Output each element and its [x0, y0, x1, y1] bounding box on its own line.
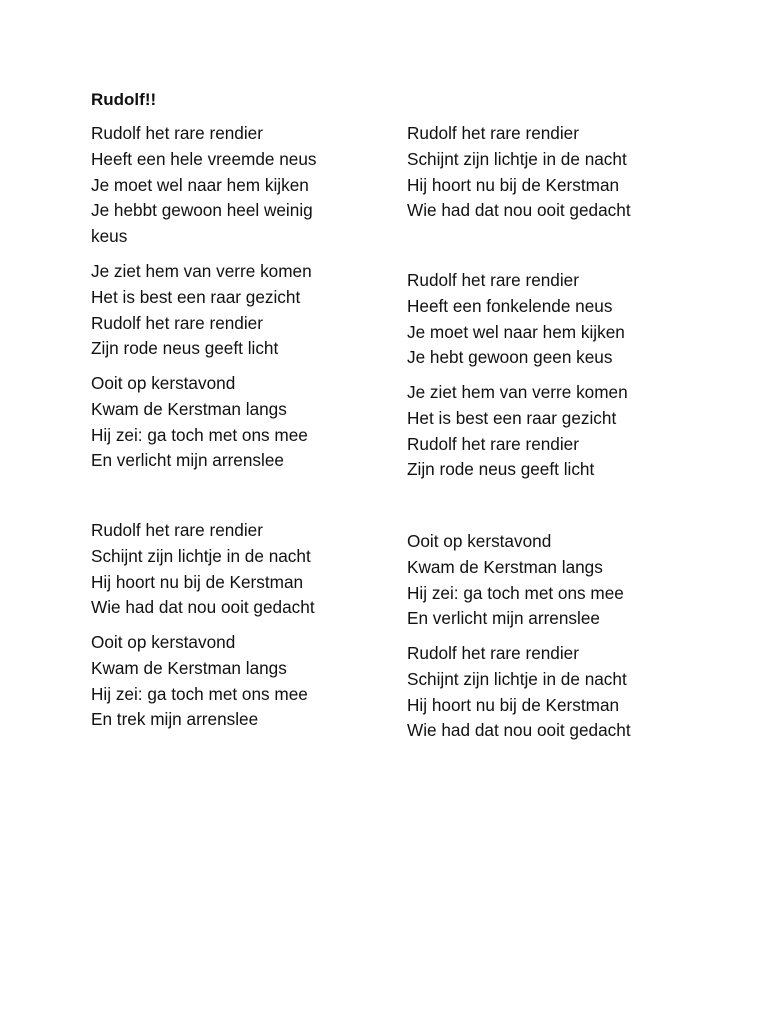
lyric-line: Het is best een raar gezicht — [407, 407, 617, 428]
lyric-line: Hij hoort nu bij de Kerstman — [407, 174, 620, 195]
lyric-line: Wie had dat nou ooit gedacht — [91, 597, 315, 618]
lyric-line: Hij hoort nu bij de Kerstman — [407, 694, 620, 715]
lyric-line: Hij zei: ga toch met ons mee — [91, 424, 308, 445]
lyric-line: Ooit op kerstavond — [407, 531, 552, 551]
lyric-line: Ooit op kerstavond — [91, 632, 236, 652]
lyric-line: Rudolf het rare rendier — [91, 123, 263, 143]
lyric-line: En trek mijn arrenslee — [91, 709, 259, 730]
page-title: Rudolf!! — [91, 90, 157, 109]
lyric-line: Schijnt zijn lichtje in de nacht — [407, 148, 627, 169]
right-stanza-3 — [407, 380, 697, 483]
lyric-line: Zijn rode neus geeft licht — [91, 338, 279, 359]
lyric-line: Ooit op kerstavond — [91, 373, 236, 393]
lyric-line: Het is best een raar gezicht — [91, 286, 301, 307]
left-stanza-5 — [91, 630, 381, 733]
lyric-line: Rudolf het rare rendier — [91, 312, 263, 333]
lyric-line: Schijnt zijn lichtje in de nacht — [91, 545, 311, 566]
lyric-line: Zijn rode neus geeft licht — [407, 459, 595, 480]
lyric-line: Hij hoort nu bij de Kerstman — [91, 571, 304, 592]
lyric-line: Rudolf het rare rendier — [91, 520, 263, 540]
right-stanza-2 — [407, 268, 697, 371]
lyric-line: Rudolf het rare rendier — [407, 123, 579, 143]
left-stanza-1 — [91, 121, 381, 250]
lyric-line: Kwam de Kerstman langs — [407, 556, 603, 577]
lyric-line: Je moet wel naar hem kijken — [407, 321, 625, 342]
left-stanza-3 — [91, 371, 381, 474]
lyric-line: Wie had dat nou ooit gedacht — [407, 720, 631, 741]
lyric-line: Wie had dat nou ooit gedacht — [407, 200, 631, 221]
lyric-line: Je ziet hem van verre komen — [407, 382, 628, 402]
left-stanza-2 — [91, 259, 381, 362]
lyric-line: Je hebt gewoon geen keus — [407, 347, 613, 368]
lyric-line: Schijnt zijn lichtje in de nacht — [407, 668, 627, 689]
left-stanza-4 — [91, 518, 381, 621]
lyric-line: Hij zei: ga toch met ons mee — [91, 683, 308, 704]
right-stanza-4 — [407, 529, 697, 632]
right-stanza-1 — [407, 121, 697, 224]
lyric-line: Je hebbt gewoon heel weinig keus — [91, 200, 313, 247]
lyric-line: Je ziet hem van verre komen — [91, 261, 312, 281]
lyric-line: En verlicht mijn arrenslee — [407, 608, 600, 629]
lyric-line: Kwam de Kerstman langs — [91, 398, 287, 419]
lyric-line: Kwam de Kerstman langs — [91, 657, 287, 678]
lyric-line: En verlicht mijn arrenslee — [91, 450, 284, 471]
lyric-line: Heeft een fonkelende neus — [407, 295, 613, 316]
right-stanza-5 — [407, 641, 697, 744]
lyric-line: Rudolf het rare rendier — [407, 643, 579, 663]
lyric-line: Heeft een hele vreemde neus — [91, 148, 317, 169]
lyric-line: Hij zei: ga toch met ons mee — [407, 582, 624, 603]
lyric-line: Rudolf het rare rendier — [407, 433, 579, 454]
lyric-line: Rudolf het rare rendier — [407, 270, 579, 290]
lyric-line: Je moet wel naar hem kijken — [91, 174, 309, 195]
